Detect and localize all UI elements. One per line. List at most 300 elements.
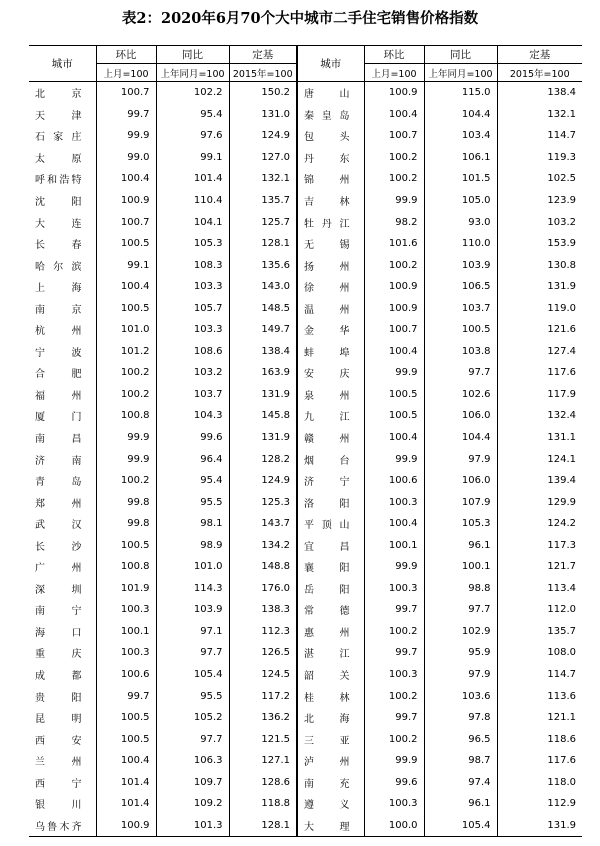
city-name: 杭 州 (35, 326, 82, 338)
mom-value: 101.2 (96, 341, 156, 363)
yoy-value: 100.5 (424, 319, 497, 341)
mom-value: 100.2 (96, 470, 156, 492)
city-name: 襄 阳 (297, 556, 364, 578)
mom-value: 100.9 (96, 190, 156, 212)
mom-value: 100.5 (96, 297, 156, 319)
fixed-header: 定基 (229, 46, 297, 64)
yoy-value: 103.8 (424, 341, 497, 363)
city-name: 烟 台 (297, 448, 364, 470)
city-name: 宁 波 (35, 347, 82, 359)
fixed-value: 135.7 (229, 190, 297, 212)
fixed-value: 131.0 (229, 104, 297, 126)
mom-value: 100.2 (364, 147, 424, 169)
yoy-value: 106.5 (424, 276, 497, 298)
fixed-value: 153.9 (497, 233, 582, 255)
yoy-value: 96.1 (424, 534, 497, 556)
city-name: 无 锡 (297, 233, 364, 255)
fixed-value: 138.4 (497, 82, 582, 104)
mom-value: 100.1 (364, 534, 424, 556)
fixed-value: 143.0 (229, 276, 297, 298)
yoy-value: 102.9 (424, 621, 497, 643)
yoy-value: 97.1 (156, 621, 229, 643)
mom-value: 101.0 (96, 319, 156, 341)
fixed-value: 128.1 (229, 815, 297, 837)
yoy-value: 99.1 (156, 147, 229, 169)
fixed-value: 127.1 (229, 750, 297, 772)
fixed-value: 176.0 (229, 578, 297, 600)
city-name: 上 海 (35, 283, 82, 295)
city-name: 丹 东 (297, 147, 364, 169)
city-name: 长 春 (35, 240, 82, 252)
fixed-value: 148.8 (229, 556, 297, 578)
city-name: 青 岛 (35, 477, 82, 489)
yoy-value: 96.4 (156, 448, 229, 470)
yoy-value: 102.6 (424, 384, 497, 406)
mom-value: 100.9 (364, 82, 424, 104)
fixed-value: 132.4 (497, 405, 582, 427)
header-row (29, 46, 582, 64)
yoy-value: 105.3 (156, 233, 229, 255)
fixed-value: 121.6 (497, 319, 582, 341)
table-row (29, 534, 582, 556)
city-name: 南 昌 (35, 434, 82, 446)
mom-value: 100.9 (96, 815, 156, 837)
city-name: 泉 州 (297, 384, 364, 406)
city-name: 常 德 (297, 599, 364, 621)
yoy-value: 102.2 (156, 82, 229, 104)
yoy-value: 104.3 (156, 405, 229, 427)
city-name: 湛 江 (297, 642, 364, 664)
yoy-base-header: 上年同月=100 (424, 64, 497, 82)
yoy-value: 97.4 (424, 772, 497, 794)
mom-value: 100.4 (364, 341, 424, 363)
city-name: 南 京 (35, 304, 82, 316)
yoy-value: 104.4 (424, 427, 497, 449)
table-row (29, 233, 582, 255)
city-header: 城市 (297, 46, 364, 82)
mom-value: 100.0 (364, 815, 424, 837)
city-name: 天 津 (35, 110, 82, 122)
mom-value: 98.2 (364, 211, 424, 233)
mom-value: 100.4 (96, 276, 156, 298)
table-row (29, 578, 582, 600)
mom-value: 101.6 (364, 233, 424, 255)
table-row (29, 341, 582, 363)
yoy-value: 103.4 (424, 125, 497, 147)
fixed-value: 103.2 (497, 211, 582, 233)
mom-value: 100.7 (364, 319, 424, 341)
fixed-value: 117.6 (497, 750, 582, 772)
table-row (29, 384, 582, 406)
city-name: 深 圳 (35, 584, 82, 596)
yoy-value: 97.7 (424, 362, 497, 384)
table-row (29, 190, 582, 212)
mom-value: 99.9 (364, 750, 424, 772)
mom-value: 100.4 (364, 513, 424, 535)
table-row (29, 491, 582, 513)
table-row (29, 707, 582, 729)
city-name: 桂 林 (297, 685, 364, 707)
table-row (29, 772, 582, 794)
mom-value: 100.2 (364, 728, 424, 750)
city-name: 金 华 (297, 319, 364, 341)
mom-value: 99.9 (364, 448, 424, 470)
yoy-header: 同比 (156, 46, 229, 64)
mom-header: 环比 (364, 46, 424, 64)
city-name: 西 安 (35, 735, 82, 747)
city-name: 九 江 (297, 405, 364, 427)
table-row (29, 556, 582, 578)
city-name: 济 宁 (297, 470, 364, 492)
yoy-value: 106.3 (156, 750, 229, 772)
table-row (29, 685, 582, 707)
city-header: 城市 (29, 46, 96, 82)
mom-value: 99.8 (96, 491, 156, 513)
yoy-value: 97.7 (156, 642, 229, 664)
mom-value: 100.4 (364, 104, 424, 126)
mom-value: 100.4 (96, 168, 156, 190)
mom-value: 99.9 (364, 362, 424, 384)
mom-value: 99.8 (96, 513, 156, 535)
fixed-value: 117.6 (497, 362, 582, 384)
mom-value: 99.9 (364, 556, 424, 578)
fixed-value: 117.2 (229, 685, 297, 707)
yoy-value: 106.1 (424, 147, 497, 169)
city-name: 安 庆 (297, 362, 364, 384)
mom-value: 100.7 (364, 125, 424, 147)
city-name: 广 州 (35, 563, 82, 575)
mom-value: 100.9 (364, 297, 424, 319)
mom-value: 99.9 (364, 190, 424, 212)
city-name: 海 口 (35, 627, 82, 639)
mom-value: 100.5 (96, 728, 156, 750)
mom-value: 100.3 (96, 642, 156, 664)
mom-value: 101.9 (96, 578, 156, 600)
yoy-value: 107.9 (424, 491, 497, 513)
fixed-value: 149.7 (229, 319, 297, 341)
fixed-value: 117.3 (497, 534, 582, 556)
mom-value: 100.2 (96, 362, 156, 384)
city-name: 锦 州 (297, 168, 364, 190)
fixed-base-header: 2015年=100 (229, 64, 297, 82)
mom-value: 100.9 (364, 276, 424, 298)
mom-value: 101.4 (96, 772, 156, 794)
fixed-value: 113.4 (497, 578, 582, 600)
yoy-value: 101.3 (156, 815, 229, 837)
city-name: 温 州 (297, 297, 364, 319)
yoy-value: 95.5 (156, 491, 229, 513)
table-row (29, 211, 582, 233)
mom-value: 100.3 (364, 664, 424, 686)
yoy-value: 103.7 (424, 297, 497, 319)
city-name: 三 亚 (297, 728, 364, 750)
fixed-value: 135.6 (229, 254, 297, 276)
city-name: 重 庆 (35, 649, 82, 661)
city-name: 乌鲁木齐 (29, 815, 96, 837)
fixed-value: 132.1 (497, 104, 582, 126)
fixed-value: 118.6 (497, 728, 582, 750)
city-name: 秦皇岛 (297, 104, 364, 126)
table-row (29, 470, 582, 492)
fixed-value: 126.5 (229, 642, 297, 664)
fixed-value: 131.9 (497, 276, 582, 298)
mom-value: 99.1 (96, 254, 156, 276)
yoy-value: 114.3 (156, 578, 229, 600)
table-row (29, 621, 582, 643)
mom-value: 99.9 (96, 427, 156, 449)
city-name: 石家庄 (35, 132, 82, 144)
fixed-value: 124.9 (229, 125, 297, 147)
yoy-value: 96.1 (424, 793, 497, 815)
fixed-value: 124.5 (229, 664, 297, 686)
yoy-value: 106.0 (424, 405, 497, 427)
mom-value: 100.5 (96, 534, 156, 556)
mom-value: 100.2 (364, 168, 424, 190)
yoy-value: 109.2 (156, 793, 229, 815)
mom-value: 99.0 (96, 147, 156, 169)
fixed-value: 118.8 (229, 793, 297, 815)
fixed-value: 112.0 (497, 599, 582, 621)
mom-value: 99.7 (96, 104, 156, 126)
mom-value: 100.2 (364, 685, 424, 707)
fixed-value: 129.9 (497, 491, 582, 513)
price-index-table (29, 45, 582, 837)
fixed-value: 131.9 (229, 384, 297, 406)
city-name: 北 京 (35, 89, 82, 101)
city-name: 洛 阳 (297, 491, 364, 513)
fixed-value: 112.9 (497, 793, 582, 815)
yoy-value: 95.4 (156, 104, 229, 126)
fixed-value: 128.6 (229, 772, 297, 794)
table-title: 表2：2020年6月70个大中城市二手住宅销售价格指数 (121, 10, 479, 27)
table-row (29, 599, 582, 621)
fixed-value: 124.2 (497, 513, 582, 535)
fixed-base-header: 2015年=100 (497, 64, 582, 82)
yoy-value: 98.1 (156, 513, 229, 535)
mom-value: 101.4 (96, 793, 156, 815)
city-name: 沈 阳 (35, 197, 82, 208)
mom-value: 100.5 (96, 707, 156, 729)
table-row (29, 362, 582, 384)
city-name: 遵 义 (297, 793, 364, 815)
mom-value: 100.3 (364, 491, 424, 513)
yoy-value: 103.6 (424, 685, 497, 707)
table-row (29, 448, 582, 470)
city-name: 长 沙 (35, 541, 82, 553)
fixed-value: 128.1 (229, 233, 297, 255)
mom-value: 100.2 (96, 384, 156, 406)
fixed-value: 135.7 (497, 621, 582, 643)
yoy-header: 同比 (424, 46, 497, 64)
city-name: 唐 山 (297, 82, 364, 104)
city-name: 岳 阳 (297, 578, 364, 600)
city-name: 厦 门 (35, 412, 82, 424)
mom-header: 环比 (96, 46, 156, 64)
table-row (29, 319, 582, 341)
mom-value: 100.5 (364, 405, 424, 427)
mom-value: 100.4 (364, 427, 424, 449)
yoy-value: 103.9 (424, 254, 497, 276)
yoy-value: 110.0 (424, 233, 497, 255)
mom-value: 100.3 (364, 578, 424, 600)
fixed-value: 119.0 (497, 297, 582, 319)
table-row (29, 815, 582, 837)
city-name: 西 宁 (35, 778, 82, 790)
fixed-value: 128.2 (229, 448, 297, 470)
mom-value: 99.7 (96, 685, 156, 707)
table-row (29, 168, 582, 190)
fixed-value: 131.9 (229, 427, 297, 449)
yoy-value: 109.7 (156, 772, 229, 794)
fixed-value: 139.4 (497, 470, 582, 492)
fixed-value: 138.4 (229, 341, 297, 363)
city-name: 银 川 (35, 800, 82, 812)
yoy-value: 108.6 (156, 341, 229, 363)
city-name: 南 充 (297, 772, 364, 794)
fixed-value: 138.3 (229, 599, 297, 621)
fixed-value: 127.0 (229, 147, 297, 169)
city-name: 韶 关 (297, 664, 364, 686)
fixed-value: 163.9 (229, 362, 297, 384)
mom-value: 100.2 (364, 254, 424, 276)
city-name: 郑 州 (35, 498, 82, 510)
mom-value: 100.3 (96, 599, 156, 621)
yoy-value: 97.9 (424, 664, 497, 686)
table-row (29, 793, 582, 815)
mom-value: 99.6 (364, 772, 424, 794)
table-row (29, 297, 582, 319)
city-name: 包 头 (297, 125, 364, 147)
yoy-value: 105.7 (156, 297, 229, 319)
yoy-value: 97.7 (156, 728, 229, 750)
yoy-value: 97.7 (424, 599, 497, 621)
mom-value: 100.3 (364, 793, 424, 815)
fixed-value: 150.2 (229, 82, 297, 104)
fixed-value: 118.0 (497, 772, 582, 794)
yoy-value: 108.3 (156, 254, 229, 276)
fixed-value: 113.6 (497, 685, 582, 707)
yoy-value: 105.0 (424, 190, 497, 212)
yoy-value: 105.4 (156, 664, 229, 686)
fixed-value: 121.1 (497, 707, 582, 729)
fixed-value: 108.0 (497, 642, 582, 664)
yoy-value: 98.9 (156, 534, 229, 556)
fixed-value: 119.3 (497, 147, 582, 169)
yoy-value: 98.7 (424, 750, 497, 772)
fixed-value: 125.3 (229, 491, 297, 513)
city-name: 平顶山 (297, 513, 364, 535)
city-name: 北 海 (297, 707, 364, 729)
fixed-value: 112.3 (229, 621, 297, 643)
mom-value: 100.1 (96, 621, 156, 643)
fixed-value: 132.1 (229, 168, 297, 190)
table-row (29, 405, 582, 427)
fixed-value: 127.4 (497, 341, 582, 363)
yoy-value: 103.3 (156, 276, 229, 298)
mom-value: 100.2 (364, 621, 424, 643)
yoy-value: 99.6 (156, 427, 229, 449)
fixed-value: 136.2 (229, 707, 297, 729)
fixed-value: 130.8 (497, 254, 582, 276)
yoy-base-header: 上年同月=100 (156, 64, 229, 82)
yoy-value: 103.7 (156, 384, 229, 406)
fixed-value: 114.7 (497, 664, 582, 686)
yoy-value: 104.4 (424, 104, 497, 126)
mom-value: 100.6 (364, 470, 424, 492)
yoy-value: 97.9 (424, 448, 497, 470)
yoy-value: 103.3 (156, 319, 229, 341)
yoy-value: 104.1 (156, 211, 229, 233)
yoy-value: 115.0 (424, 82, 497, 104)
yoy-value: 103.2 (156, 362, 229, 384)
yoy-value: 98.8 (424, 578, 497, 600)
city-name: 福 州 (35, 390, 82, 402)
city-name: 大 理 (297, 815, 364, 837)
table-row (29, 427, 582, 449)
city-name: 武 汉 (35, 520, 82, 532)
city-name: 昆 明 (35, 714, 82, 726)
mom-value: 100.8 (96, 405, 156, 427)
table-row (29, 147, 582, 169)
fixed-value: 134.2 (229, 534, 297, 556)
mom-value: 100.4 (96, 750, 156, 772)
table-body (29, 82, 582, 837)
yoy-value: 97.6 (156, 125, 229, 147)
city-name: 惠 州 (297, 621, 364, 643)
city-name: 泸 州 (297, 750, 364, 772)
mom-value: 99.9 (96, 125, 156, 147)
yoy-value: 101.4 (156, 168, 229, 190)
city-name: 南 宁 (35, 606, 82, 618)
table-row (29, 513, 582, 535)
fixed-value: 148.5 (229, 297, 297, 319)
fixed-header: 定基 (497, 46, 582, 64)
table-row (29, 750, 582, 772)
yoy-value: 95.5 (156, 685, 229, 707)
mom-base-header: 上月=100 (96, 64, 156, 82)
fixed-value: 102.5 (497, 168, 582, 190)
mom-value: 99.7 (364, 642, 424, 664)
mom-value: 100.8 (96, 556, 156, 578)
fixed-value: 131.1 (497, 427, 582, 449)
city-name: 太 原 (35, 153, 82, 165)
yoy-value: 101.5 (424, 168, 497, 190)
city-name: 贵 阳 (35, 692, 82, 704)
table-row (29, 276, 582, 298)
city-name: 蚌 埠 (297, 341, 364, 363)
yoy-value: 95.9 (424, 642, 497, 664)
city-name: 吉 林 (297, 190, 364, 212)
fixed-value: 124.1 (497, 448, 582, 470)
yoy-value: 93.0 (424, 211, 497, 233)
table-row (29, 642, 582, 664)
table-row (29, 82, 582, 104)
fixed-value: 121.7 (497, 556, 582, 578)
table-row (29, 728, 582, 750)
city-name: 兰 州 (35, 757, 82, 769)
mom-value: 99.7 (364, 707, 424, 729)
fixed-value: 131.9 (497, 815, 582, 837)
city-name: 赣 州 (297, 427, 364, 449)
mom-value: 100.6 (96, 664, 156, 686)
yoy-value: 100.1 (424, 556, 497, 578)
city-name: 扬 州 (297, 254, 364, 276)
city-name: 牡丹江 (297, 211, 364, 233)
city-name: 宜 昌 (297, 534, 364, 556)
fixed-value: 121.5 (229, 728, 297, 750)
table-row (29, 104, 582, 126)
yoy-value: 106.0 (424, 470, 497, 492)
